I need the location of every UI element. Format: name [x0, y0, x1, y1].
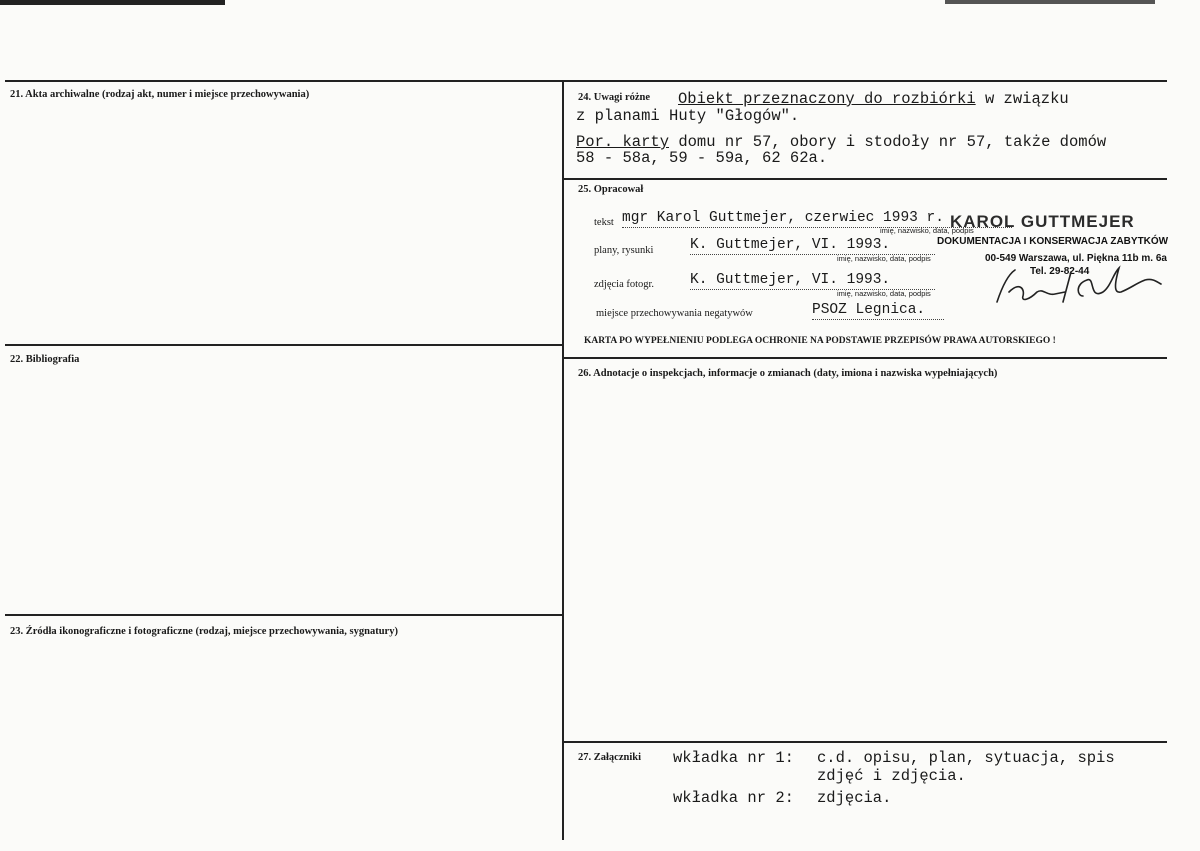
- section-23-label: 23. Źródła ikonograficzne i fotograficzne (rodzaj, miejsce przechowywania, sygnatury): [10, 626, 398, 637]
- top-rule: [5, 80, 1167, 82]
- negatywy-label: miejsce przechowywania negatywów: [596, 308, 753, 319]
- section-25-label: 25. Opracował: [578, 184, 644, 195]
- plany-value: K. Guttmejer, VI. 1993.: [690, 237, 935, 255]
- rule-left-21-22: [5, 344, 563, 346]
- attachment-2-label: wkładka nr 2:: [673, 789, 794, 807]
- section-24-line1-rest: w związku: [975, 90, 1069, 108]
- section-24-line4: 58 - 58a, 59 - 59a, 62 62a.: [576, 149, 828, 167]
- top-edge-bar-right: [945, 0, 1155, 4]
- top-edge-bar-left: [0, 0, 225, 5]
- rule-left-22-23: [5, 614, 563, 616]
- stamp-name: KAROL GUTTMEJER: [950, 212, 1135, 231]
- attachment-2-desc: zdjęcia.: [817, 789, 892, 807]
- section-24-line3-rest: domu nr 57, obory i stodoły nr 57, także domów: [669, 133, 1107, 151]
- tekst-label: tekst: [594, 217, 614, 228]
- stamp-line3: 00-549 Warszawa, ul. Piękna 11b m. 6a: [985, 253, 1167, 264]
- zdjecia-hint: imię, nazwisko, data, podpis: [837, 289, 931, 298]
- tekst-hint: imię, nazwisko, data, podpis: [880, 226, 974, 235]
- section-26-label: 26. Adnotacje o inspekcjach, informacje o zmianach (daty, imiona i nazwiska wypełniających): [578, 368, 998, 379]
- zdjecia-value: K. Guttmejer, VI. 1993.: [690, 272, 935, 290]
- plany-label: plany, rysunki: [594, 245, 654, 256]
- zdjecia-label: zdjęcia fotogr.: [594, 279, 655, 290]
- rule-right-26-27: [563, 741, 1167, 743]
- section-21-label: 21. Akta archiwalne (rodzaj akt, numer i miejsce przechowywania): [10, 89, 310, 100]
- attachment-1-label: wkładka nr 1:: [673, 749, 794, 767]
- center-divider: [562, 80, 564, 840]
- rule-right-25-26: [563, 357, 1167, 359]
- section-24-label: 24. Uwagi różne: [578, 92, 651, 103]
- attachment-1-desc: c.d. opisu, plan, sytuacja, spis: [817, 749, 1115, 767]
- section-24-line1-underlined: Obiekt przeznaczony do rozbiórki: [678, 90, 976, 108]
- section-24-line3-underlined: Por. karty: [576, 133, 670, 151]
- section-24-line1: [678, 91, 1069, 108]
- section-22-label: 22. Bibliografia: [10, 354, 80, 365]
- rule-right-24-25: [563, 178, 1167, 180]
- tekst-value: mgr Karol Guttmejer, czerwiec 1993 r.: [622, 210, 1012, 228]
- section-27-label: 27. Załączniki: [578, 752, 642, 763]
- stamp-line4: Tel. 29-82-44: [1030, 266, 1090, 277]
- stamp-line2: DOKUMENTACJA I KONSERWACJA ZABYTKÓW: [937, 236, 1169, 247]
- section-24-line2: z planami Huty "Głogów".: [576, 107, 800, 125]
- attachment-1-desc-cont: zdjęć i zdjęcia.: [817, 767, 966, 785]
- negatywy-value: PSOZ Legnica.: [812, 302, 944, 320]
- signature-icon: [985, 262, 1165, 310]
- plany-hint: imię, nazwisko, data, podpis: [837, 254, 931, 263]
- copyright-notice: KARTA PO WYPEŁNIENIU PODLEGA OCHRONIE NA PODSTAWIE PRZEPISÓW PRAWA AUTORSKIEGO !: [584, 336, 1056, 346]
